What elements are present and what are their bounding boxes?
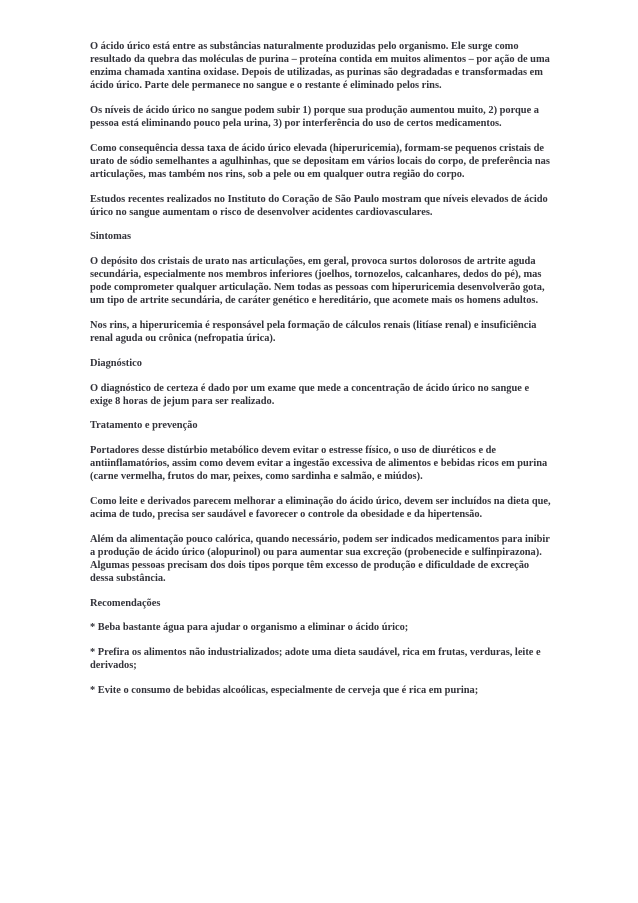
section-heading-diagnostico: Diagnóstico [90,357,142,369]
recomendacao-item-2: * Prefira os alimentos não industrializados; adote uma dieta saudável, rica em frutas, verduras, leite e derivados; [90,647,541,672]
intro-paragraph-3: Como consequência dessa taxa de ácido úrico elevada (hiperuricemia), formam-se pequenos cristais de urato de sódio semelhantes a agulhinhas, que se depositam em vários locais do corpo, de preferência nas articulações, mas também nos rins, sob a pele ou em qualquer outra região do corpo. [90,142,550,180]
tratamento-paragraph-3: Além da alimentação pouco calórica, quando necessário, podem ser indicados medicamentos para inibir a produção de ácido úrico (alopurinol) ou para aumentar sua excreção (probenecide e sulfinpirazona). Algumas pessoas precisam dos dois tipos porque têm excesso de produção e dificuldade de excreção dessa substância. [90,533,550,584]
sintomas-paragraph-2: Nos rins, a hiperuricemia é responsável pela formação de cálculos renais (litíase renal) e insuficiência renal aguda ou crônica (nefropatia úrica). [90,320,537,345]
document-page [90,40,552,708]
recomendacao-item-3: * Evite o consumo de bebidas alcoólicas, especialmente de cerveja que é rica em purina; [90,684,479,696]
sintomas-paragraph-1: O depósito dos cristais de urato nas articulações, em geral, provoca surtos dolorosos de artrite aguda secundária, especialmente nos membros inferiores (joelhos, tornozelos, calcanhares, dedos do pé), mas pode comprometer qualquer articulação. Nem todas as pessoas com hiperuricemia desenvolverão gota, um tipo de artrite secundária, de caráter genético e hereditário, que acomete mais os homens adultos. [90,256,545,307]
intro-paragraph-1: O ácido úrico está entre as substâncias naturalmente produzidas pelo organismo. Ele surge como resultado da quebra das moléculas de purina – proteína contida em muitos alimentos – por ação de uma enzima chamada xantina oxidase. Depois de utilizadas, as purinas são degradadas e transformadas em ácido úrico. Parte dele permanece no sangue e o restante é eliminado pelos rins. [90,41,550,92]
diagnostico-paragraph-1: O diagnóstico de certeza é dado por um exame que mede a concentração de ácido úrico no sangue e exige 8 horas de jejum para ser realizado. [90,382,530,407]
section-heading-tratamento: Tratamento e prevenção [90,420,198,432]
section-heading-recomendacoes: Recomendações [90,597,161,609]
tratamento-paragraph-1: Portadores desse distúrbio metabólico devem evitar o estresse físico, o uso de diuréticos e de antiinflamatórios, assim como devem evitar a ingestão excessiva de alimentos e bebidas ricos em purina (carne vermelha, frutos do mar, peixes, como sardinha e salmão, e miúdos). [90,445,548,483]
intro-paragraph-2: Os níveis de ácido úrico no sangue podem subir 1) porque sua produção aumentou muito, 2) porque a pessoa está eliminando pouco pela urina, 3) por interferência do uso de certos medicamentos. [90,104,539,130]
section-heading-sintomas: Sintomas [90,231,131,243]
intro-paragraph-4: Estudos recentes realizados no Instituto do Coração de São Paulo mostram que níveis elevados de ácido úrico no sangue aumentam o risco de desenvolver acidentes cardiovasculares. [90,193,548,218]
recomendacao-item-1: * Beba bastante água para ajudar o organismo a eliminar o ácido úrico; [90,622,409,634]
tratamento-paragraph-2: Como leite e derivados parecem melhorar a eliminação do ácido úrico, devem ser incluídos na dieta que, acima de tudo, precisa ser saudável e favorecer o controle da obesidade e da hipertensão. [90,495,551,520]
